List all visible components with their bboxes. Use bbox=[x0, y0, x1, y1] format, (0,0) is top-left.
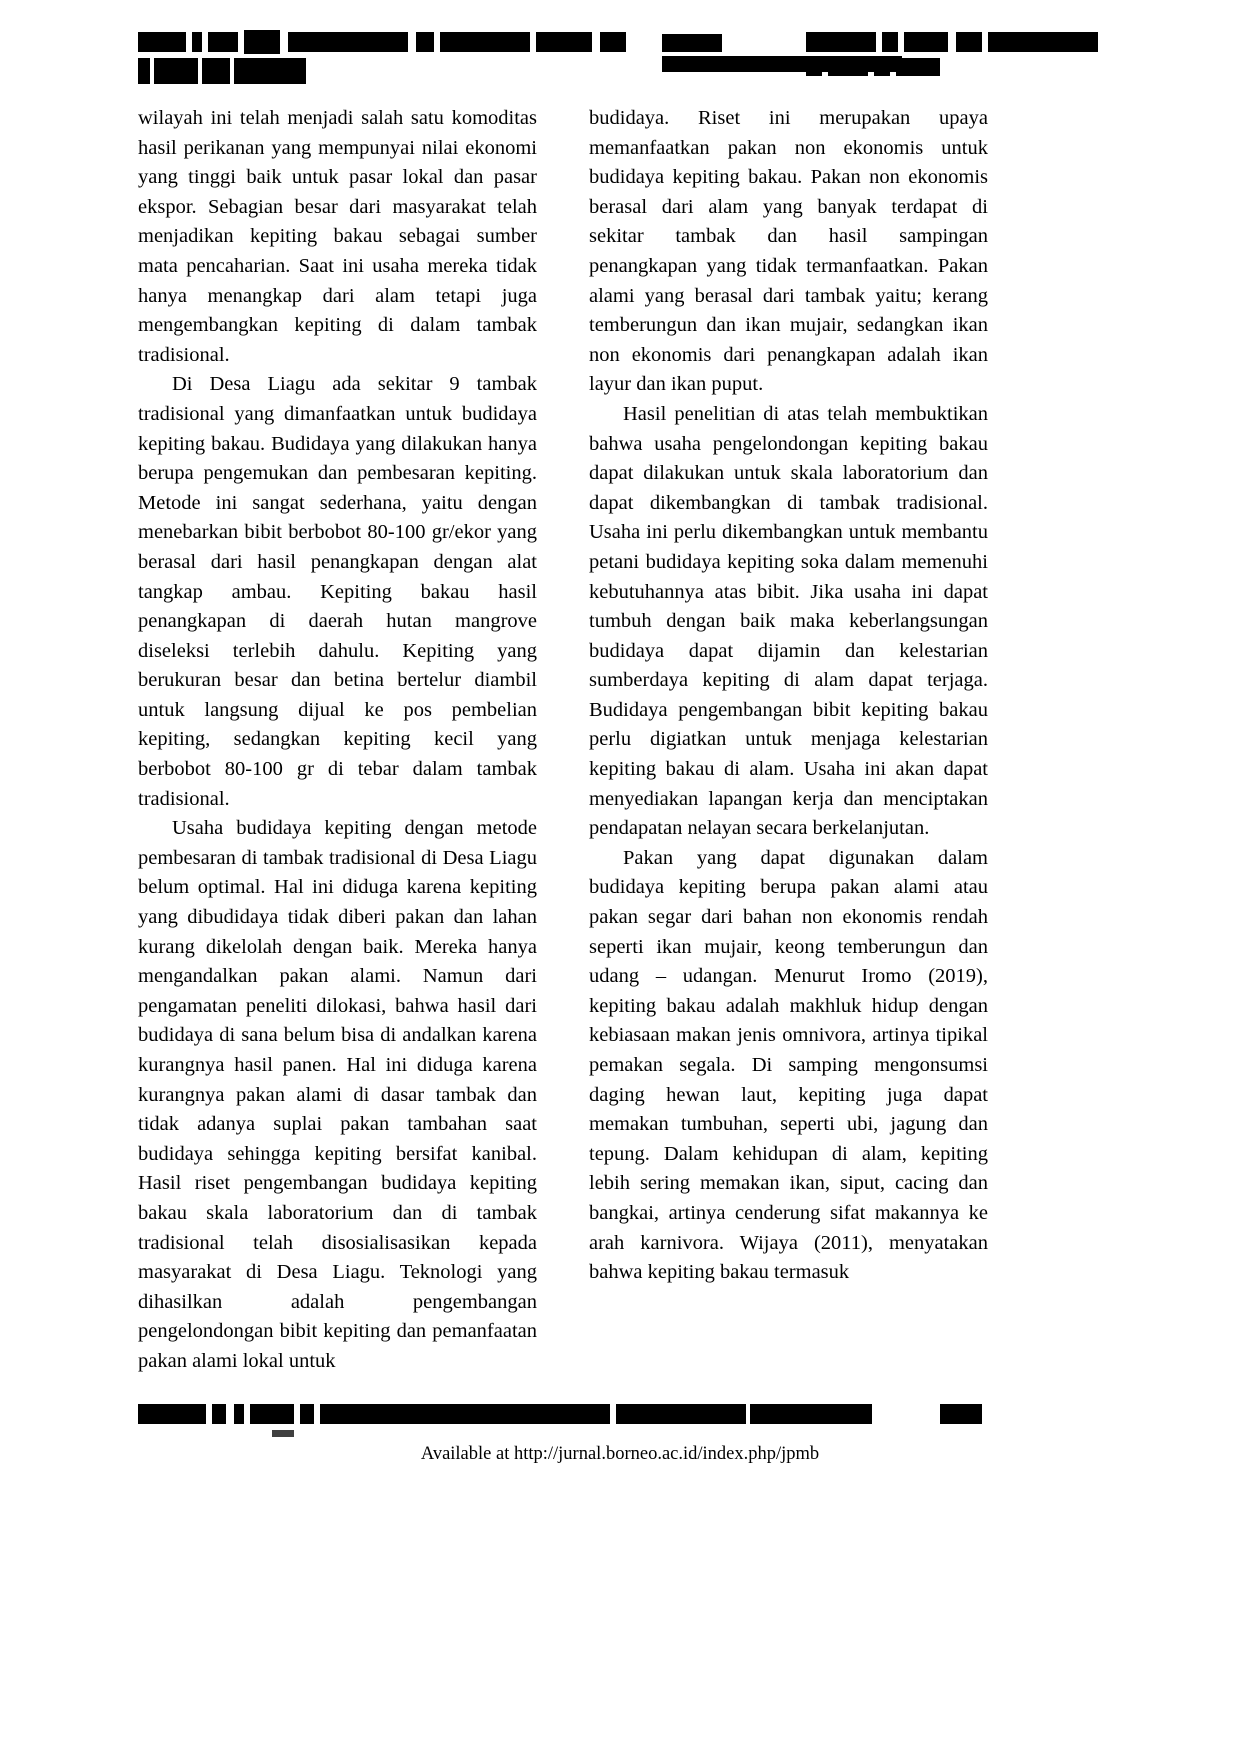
footer-availability-note: Available at http://jurnal.borneo.ac.id/index.php/jpmb bbox=[420, 1444, 820, 1464]
paragraph: Usaha budidaya kepiting dengan metode pembesaran di tambak tradisional di Desa Liagu belum optimal. Hal ini diduga karena kepiting yang dibudidaya tidak diberi pakan dan lahan kurang dikelolah dengan baik. Mereka hanya mengandalkan pakan alami. Namun dari pengamatan peneliti dilokasi, bahwa hasil dari budidaya di sana belum bisa di andalkan karena kurangnya hasil panen. Hal ini diduga karena kurangnya pakan alami di dasar tambak dan tidak adanya suplai pakan tambahan saat budidaya sehingga kepiting bersifat kanibal. Hasil riset pengembangan budidaya kepiting bakau skala laboratorium dan di tambak tradisional telah disosialisasikan kepada masyarakat di Desa Liagu. Teknologi yang dihasilkan adalah pengembangan pengelondongan bibit kepiting dan pemanfaatan pakan alami lokal untuk bbox=[138, 817, 537, 1372]
paragraph: budidaya. Riset ini merupakan upaya memanfaatkan pakan non ekonomis untuk budidaya kepiting bakau. Pakan non ekonomis berasal dari alam yang banyak terdapat di sekitar tambak dan hasil sampingan penangkapan yang tidak termanfaatkan. Pakan alami yang berasal dari tambak yaitu; kerang temberungun dan ikan mujair, sedangkan ikan non ekonomis dari penangkapan adalah ikan layur dan ikan puput. bbox=[589, 107, 988, 396]
article-body bbox=[138, 104, 988, 1377]
paragraph: wilayah ini telah menjadi salah satu komoditas hasil perikanan yang mempunyai nilai ekonomi yang tinggi baik untuk pasar lokal dan pasar ekspor. Sebagian besar dari masyarakat telah menjadikan kepiting bakau sebagai sumber mata pencaharian. Saat ini usaha mereka tidak hanya menangkap dari alam tetapi juga mengembangkan kepiting di dalam tambak tradisional. bbox=[138, 107, 537, 366]
paragraph: Pakan yang dapat digunakan dalam budidaya kepiting berupa pakan alami atau pakan segar dari bahan non ekonomis rendah seperti ikan mujair, keong temberungun dan udang – udangan. Menurut Iromo (2019), kepiting bakau adalah makhluk hidup dengan kebiasaan makan jenis omnivora, artinya tipikal pemakan segala. Di samping mengonsumsi daging hewan laut, kepiting juga dapat memakan tumbuhan, seperti ubi, jagung dan tepung. Dalam kehidupan di alam, kepiting lebih sering memakan ikan, siput, cacing dan bangkai, artinya cenderung sifat makannya ke arah karnivora. Wijaya (2011), menyatakan bahwa kepiting bakau termasuk bbox=[589, 846, 988, 1284]
right-column bbox=[589, 104, 988, 1377]
redaction-mark bbox=[272, 1430, 294, 1437]
redacted-footer bbox=[138, 1404, 983, 1428]
redacted-header bbox=[138, 30, 983, 88]
left-column bbox=[138, 104, 537, 1377]
paragraph: Di Desa Liagu ada sekitar 9 tambak tradisional yang dimanfaatkan untuk budidaya kepiting bakau. Budidaya yang dilakukan hanya berupa pengemukan dan pembesaran kepiting. Metode ini sangat sederhana, yaitu dengan menebarkan bibit berbobot 80-100 gr/ekor yang berasal dari hasil penangkapan dengan alat tangkap ambau. Kepiting bakau hasil penangkapan di daerah hutan mangrove diseleksi terlebih dahulu. Kepiting yang berukuran besar dan betina bertelur diambil untuk langsung dijual ke pos pembelian kepiting, sedangkan kepiting kecil yang berbobot 80-100 gr di tebar dalam tambak tradisional. bbox=[138, 373, 537, 810]
paragraph: Hasil penelitian di atas telah membuktikan bahwa usaha pengelondongan kepiting bakau dapat dilakukan untuk skala laboratorium dan dapat dikembangkan di tambak tradisional. Usaha ini perlu dikembangkan untuk membantu petani budidaya kepiting soka dalam memenuhi kebutuhannya atas bibit. Jika usaha ini dapat tumbuh dengan baik maka keberlangsungan budidaya dapat dijamin dan kelestarian sumberdaya kepiting di alam dapat terjaga. Budidaya pengembangan bibit kepiting bakau perlu digiatkan untuk menjaga kelestarian kepiting bakau di alam. Usaha ini akan dapat menyediakan lapangan kerja dan menciptakan pendapatan nelayan secara berkelanjutan. bbox=[589, 402, 988, 840]
